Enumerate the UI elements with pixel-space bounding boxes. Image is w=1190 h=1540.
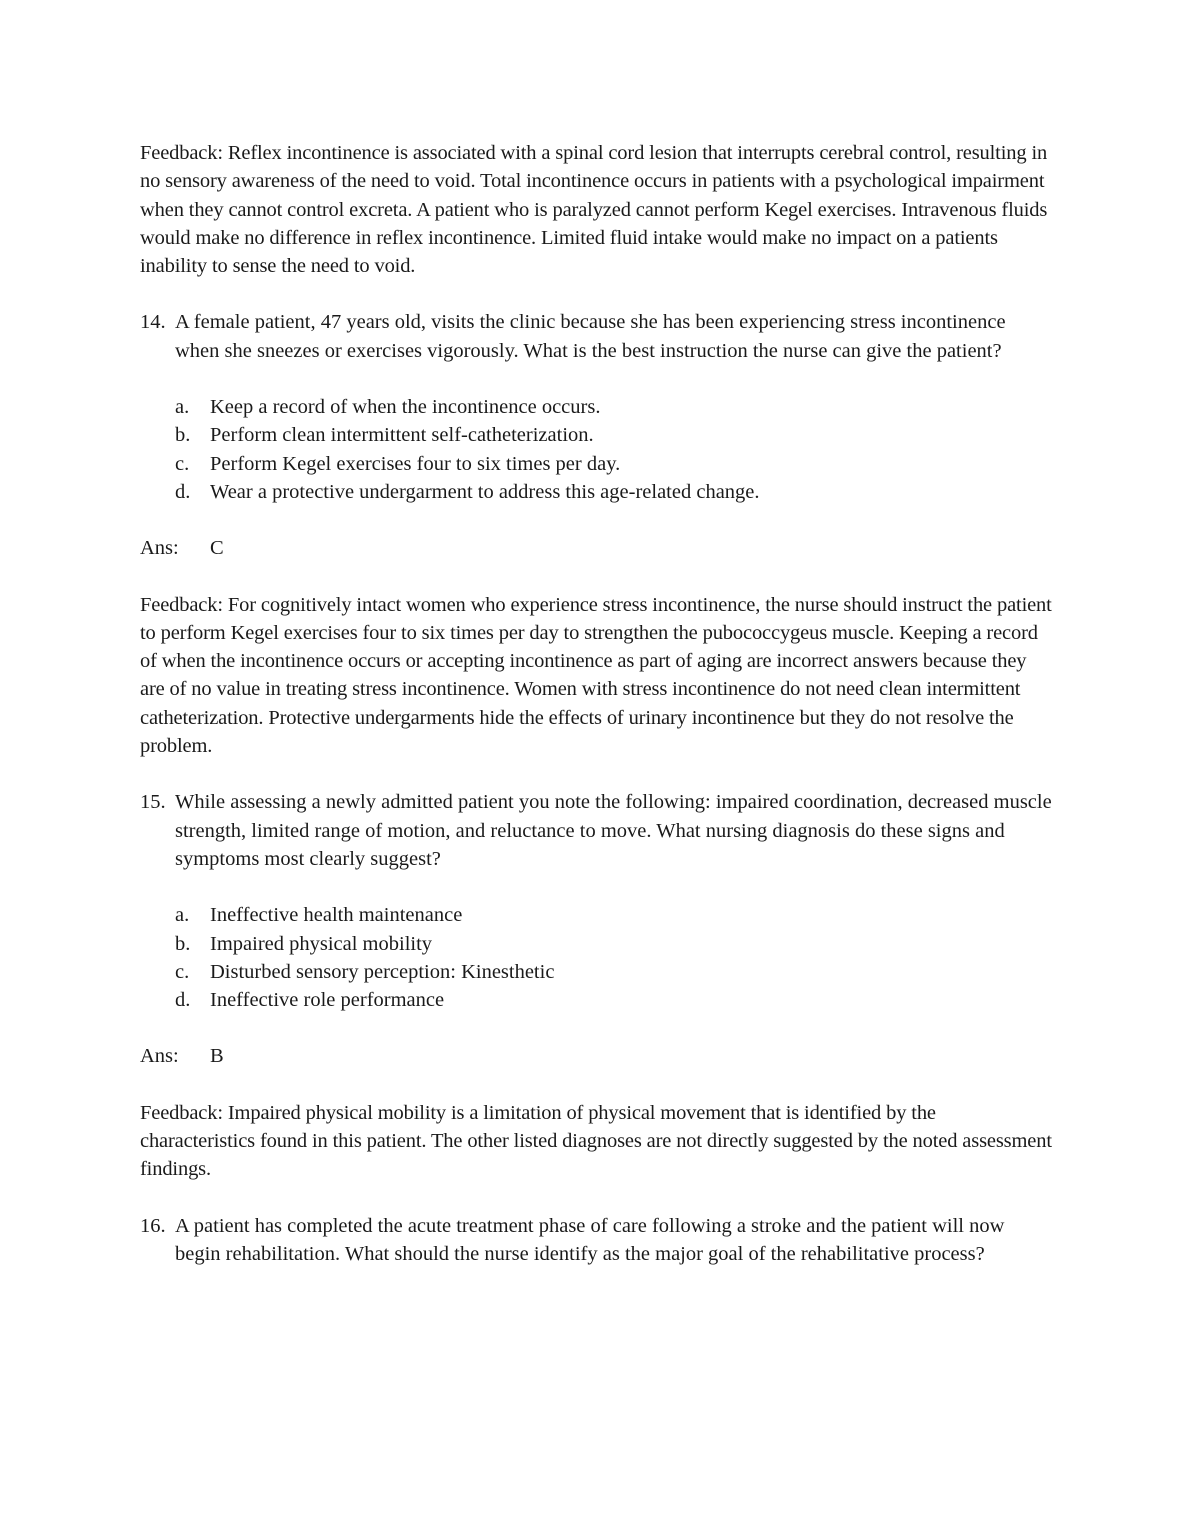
answer-label: Ans:	[140, 1045, 179, 1068]
option-letter: a.	[175, 396, 190, 419]
option-text: Perform clean intermittent self-catheterization.	[210, 424, 594, 447]
answer-value: B	[210, 1045, 224, 1068]
question-text: While assessing a newly admitted patient you note the following: impaired coordination, decreased muscle strength, limited range of motion, and reluctance to move. What nursing diagnosis do these signs and symptoms most clearly suggest?	[175, 791, 1052, 870]
option-text: Wear a protective undergarment to address this age-related change.	[210, 480, 760, 503]
option-a	[175, 393, 1055, 421]
option-letter: c.	[175, 452, 190, 475]
option-d	[175, 986, 1055, 1014]
question-text: A patient has completed the acute treatment phase of care following a stroke and the patient will now begin rehabilitation. What should the nurse identify as the major goal of the rehabilitative process?	[175, 1214, 1005, 1265]
feedback-q14: Feedback: For cognitively intact women who experience stress incontinence, the nurse should instruct the patient to perform Kegel exercises four to six times per day to strengthen the pubococcygeus muscle. Keeping a record of when the incontinence occurs or accepting incontinence as part of aging are incorrect answers because they are of no value in treating stress incontinence. Women with stress incontinence do not need clean intermittent catheterization. Protective undergarments hide the effects of urinary incontinence but they do not resolve the problem.	[140, 593, 1052, 758]
document-page	[140, 139, 1055, 1296]
option-letter: b.	[175, 932, 191, 955]
feedback-q13: Feedback: Reflex incontinence is associated with a spinal cord lesion that interrupts cerebral control, resulting in no sensory awareness of the need to void. Total incontinence occurs in patients with a psychological impairment when they cannot control excreta. A patient who is paralyzed cannot perform Kegel exercises. Intravenous fluids would make no difference in reflex incontinence. Limited fluid intake would make no impact on a patients inability to sense the need to void.	[140, 142, 1048, 278]
option-text: Disturbed sensory perception: Kinesthetic	[210, 960, 555, 983]
question-number: 16.	[140, 1214, 166, 1237]
feedback-q15: Feedback: Impaired physical mobility is a limitation of physical movement that is identified by the characteristics found in this patient. The other listed diagnoses are not directly suggested by the noted assessment findings.	[140, 1101, 1052, 1181]
answer-value: C	[210, 537, 224, 560]
question-text: A female patient, 47 years old, visits the clinic because she has been experiencing stress incontinence when she sneezes or exercises vigorously. What is the best instruction the nurse can give the patient?	[175, 311, 1006, 362]
question-number: 14.	[140, 311, 166, 334]
option-text: Ineffective role performance	[210, 989, 445, 1012]
options-list-q14	[140, 393, 1055, 506]
option-letter: d.	[175, 989, 191, 1012]
option-b	[175, 421, 1055, 449]
option-d	[175, 478, 1055, 506]
question-14	[140, 308, 1055, 365]
option-a	[175, 901, 1055, 929]
answer-label: Ans:	[140, 537, 179, 560]
option-c	[175, 450, 1055, 478]
option-text: Impaired physical mobility	[210, 932, 433, 955]
option-text: Keep a record of when the incontinence occurs.	[210, 396, 601, 419]
question-15	[140, 788, 1055, 873]
options-list-q15	[140, 901, 1055, 1014]
question-number: 15.	[140, 791, 166, 814]
option-letter: a.	[175, 904, 190, 927]
option-text: Ineffective health maintenance	[210, 904, 463, 927]
option-text: Perform Kegel exercises four to six times per day.	[210, 452, 621, 475]
option-c	[175, 958, 1055, 986]
answer-q15	[140, 1042, 1055, 1070]
option-b	[175, 930, 1055, 958]
option-letter: b.	[175, 424, 191, 447]
option-letter: c.	[175, 960, 190, 983]
question-16	[140, 1212, 1055, 1269]
option-letter: d.	[175, 480, 191, 503]
answer-q14	[140, 534, 1055, 562]
